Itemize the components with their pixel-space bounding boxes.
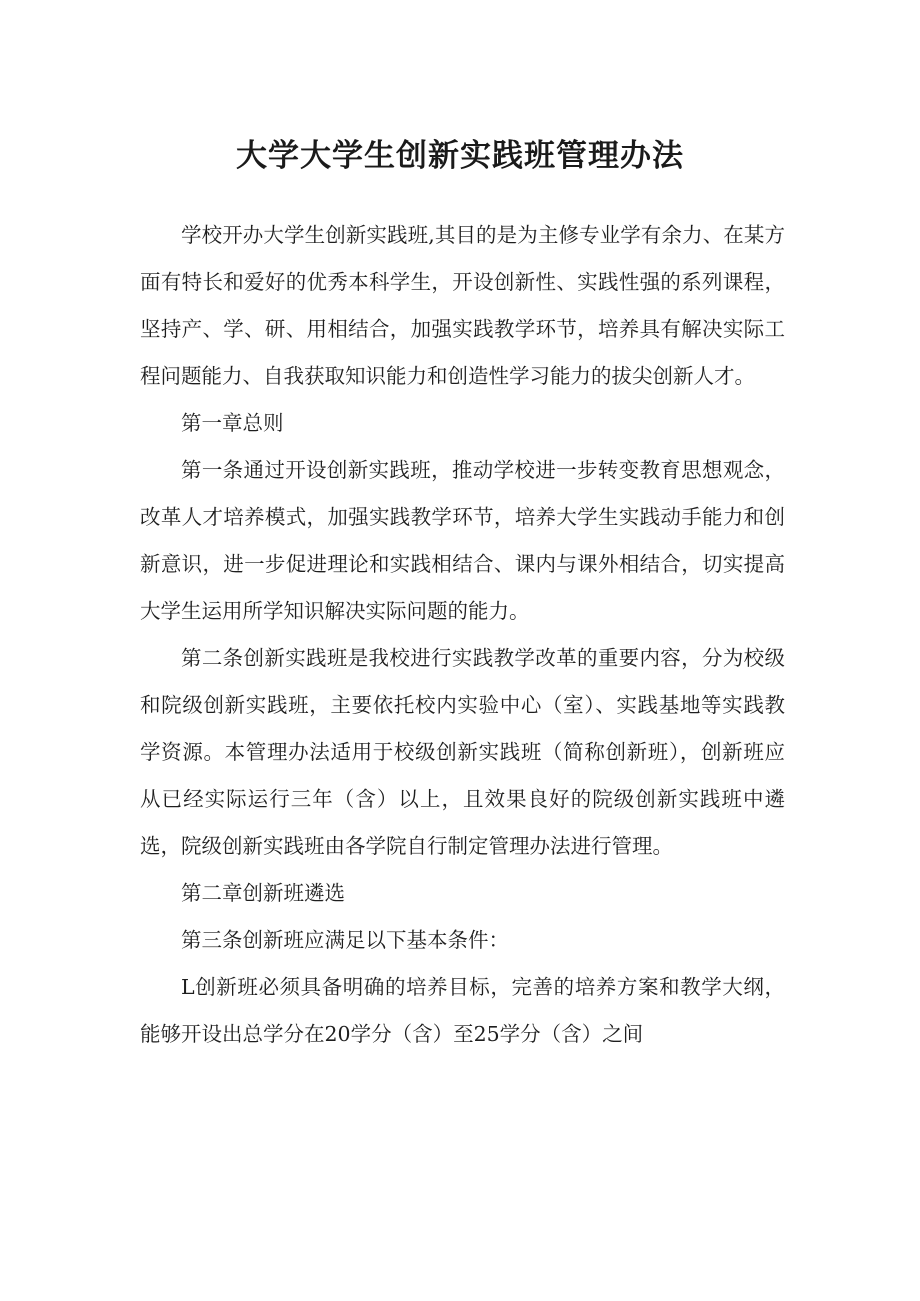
chapter-heading: 第一章总则 bbox=[181, 411, 284, 435]
chapter-heading: 第二章创新班遴选 bbox=[181, 881, 345, 905]
document-title: 大学大学生创新实践班管理办法 bbox=[236, 138, 684, 174]
article-paragraph: 第三条创新班应满足以下基本条件： bbox=[181, 928, 509, 952]
intro-paragraph: 学校开办大学生创新实践班,其目的是为主修专业学有余力、在某方面有特长和爱好的优秀本科学生，开设创新性、实践性强的系列课程，坚持产、学、研、用相结合，加强实践教学环节，培养具有解决实际工程问题能力、自我获取知识能力和创造性学习能力的拔尖创新人才。 bbox=[140, 223, 785, 388]
article-paragraph: 第二条创新实践班是我校进行实践教学改革的重要内容，分为校级和院级创新实践班，主要依托校内实验中心（室）、实践基地等实践教学资源。本管理办法适用于校级创新实践班（简称创新班），创新班应从已经实际运行三年（含）以上，且效果良好的院级创新实践班中遴选，院级创新实践班由各学院自行制定管理办法进行管理。 bbox=[140, 646, 785, 858]
list-item-paragraph: L创新班必须具备明确的培养目标，完善的培养方案和教学大纲，能够开设出总学分在20学分（含）至25学分（含）之间 bbox=[140, 975, 785, 1046]
article-paragraph: 第一条通过开设创新实践班，推动学校进一步转变教育思想观念，改革人才培养模式，加强实践教学环节，培养大学生实践动手能力和创新意识，进一步促进理论和实践相结合、课内与课外相结合，切实提高大学生运用所学知识解决实际问题的能力。 bbox=[140, 458, 785, 623]
document-body bbox=[140, 212, 785, 1058]
